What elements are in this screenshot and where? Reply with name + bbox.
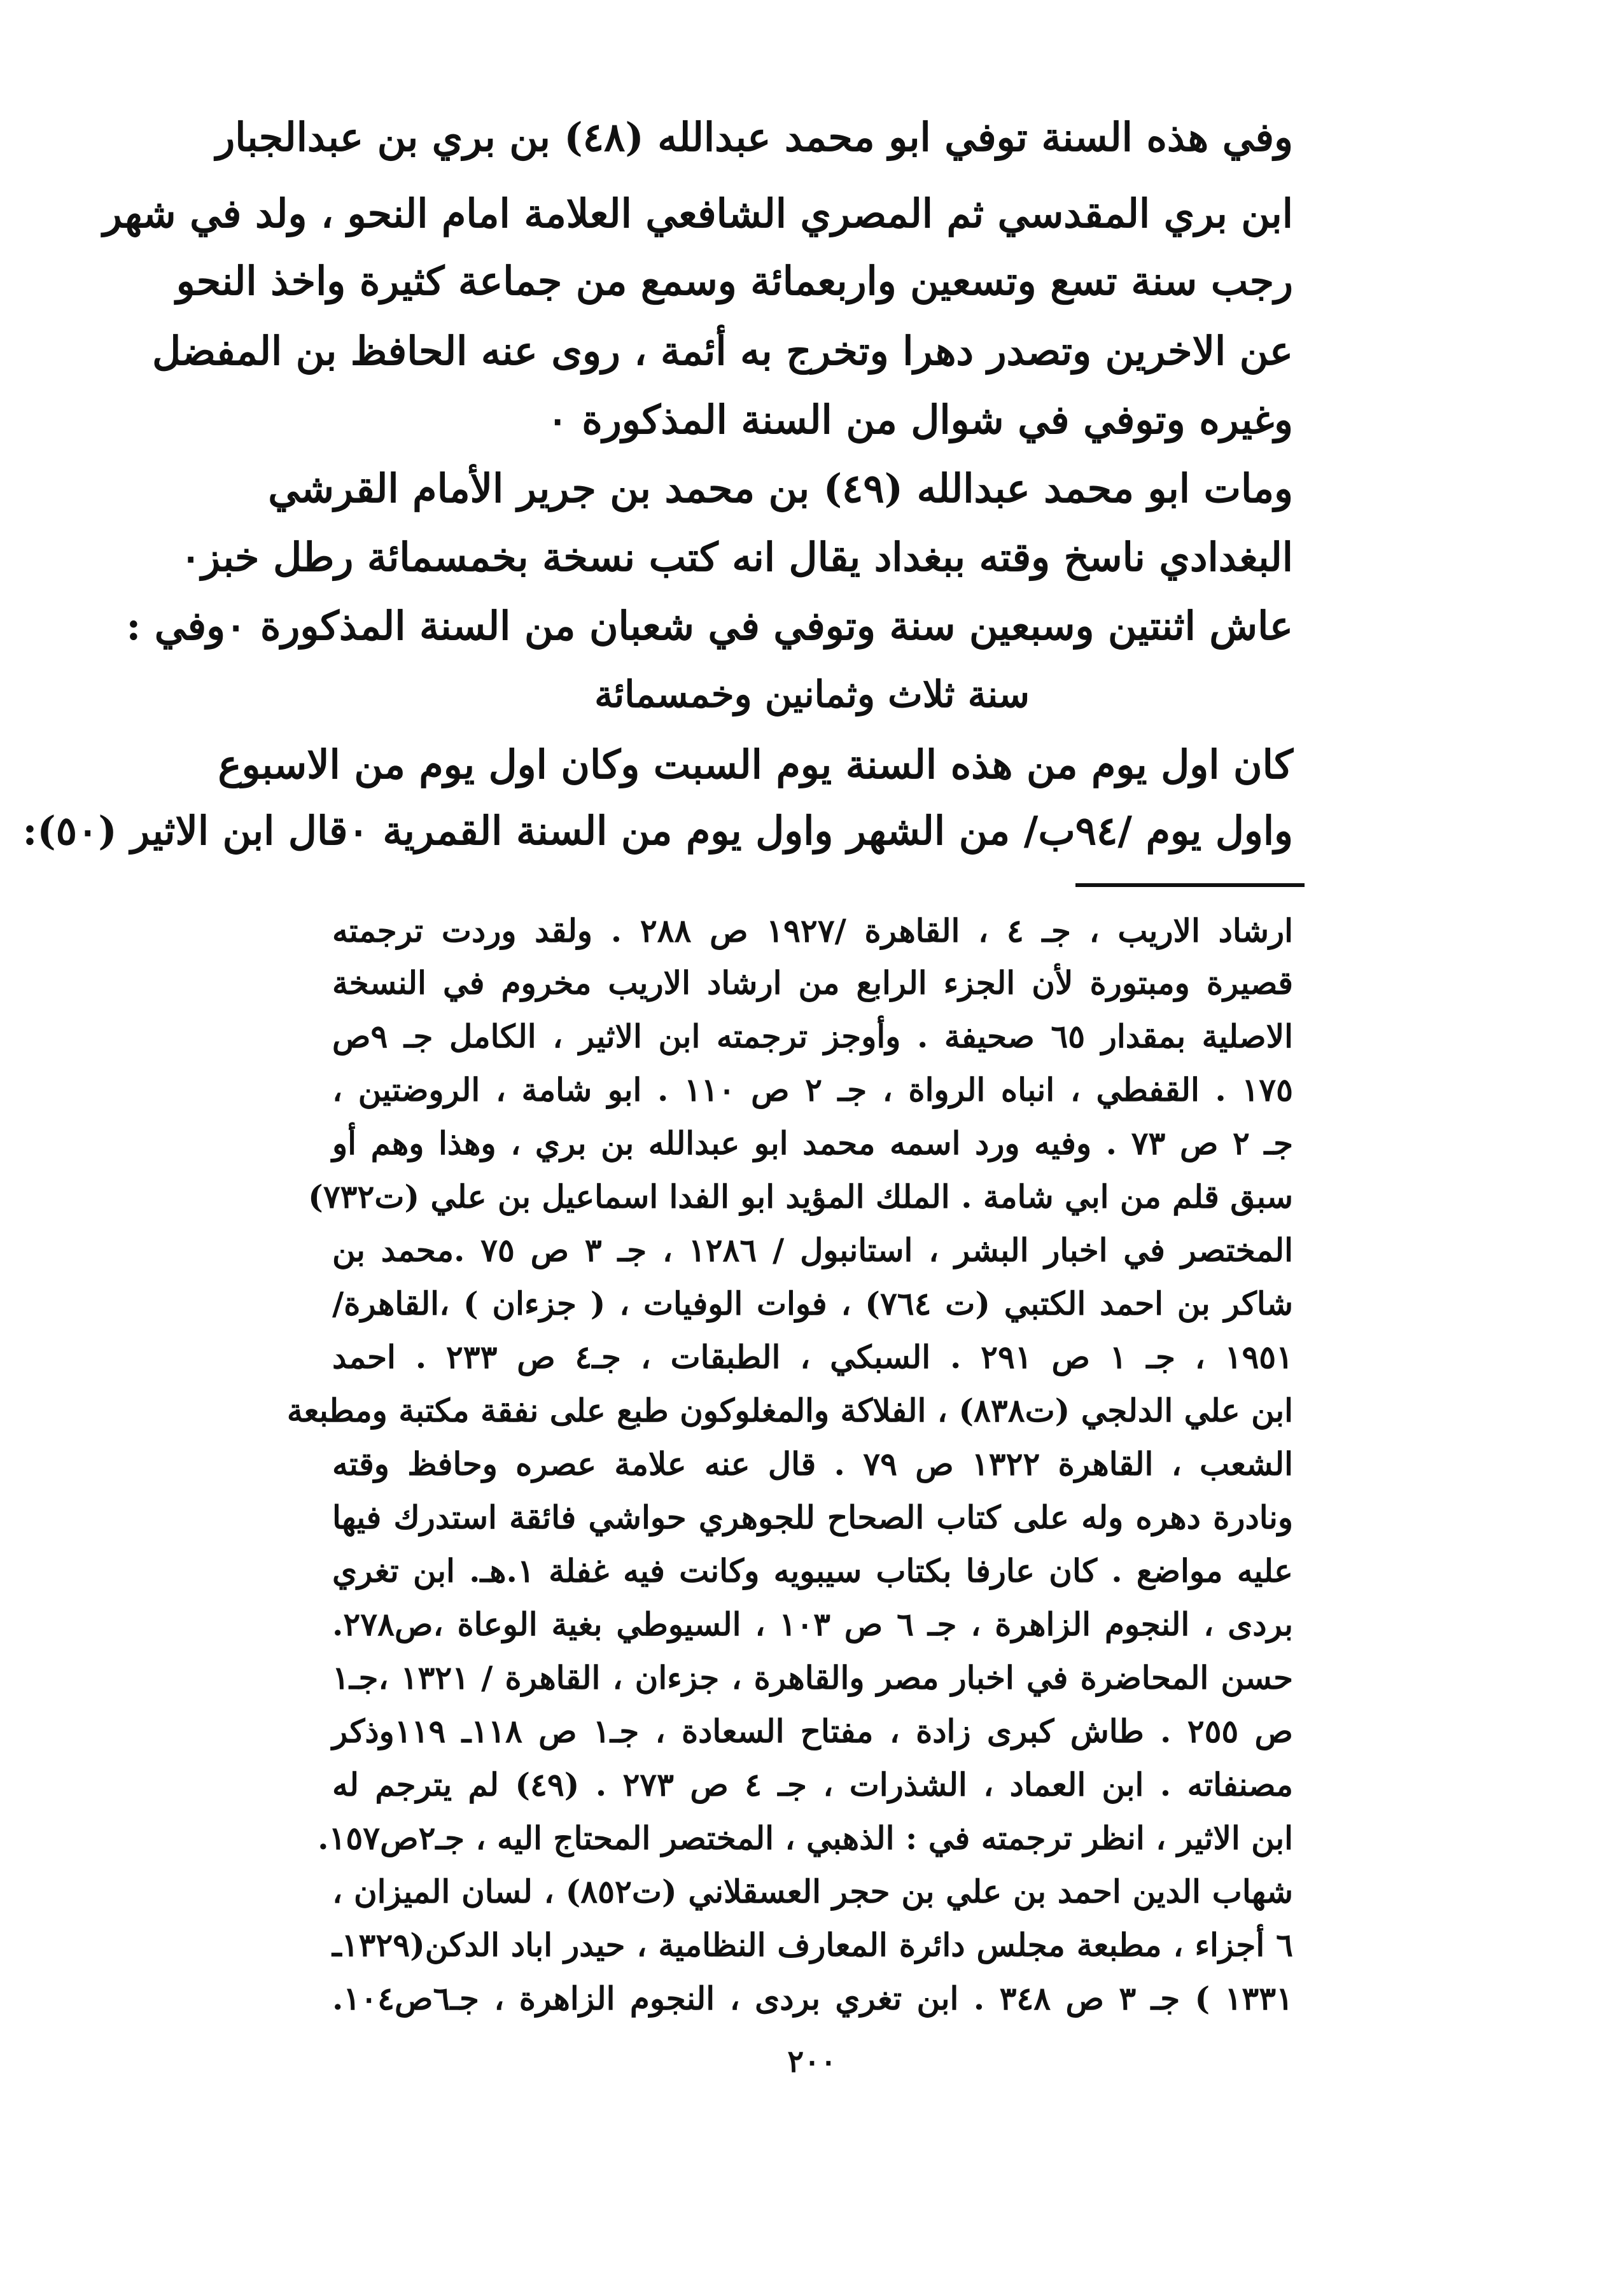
footnote-line: ابن الاثير ، انظر ترجمته في : الذهبي ، المختصر المحتاج اليه ، جـ٢ص١٥٧. xyxy=(318,1819,1293,1857)
footnote-line: ١٧٥ . القفطي ، انباه الرواة ، جـ ٢ ص ١١٠ . ابو شامة ، الروضتين ، xyxy=(332,1071,1293,1108)
footnote-divider xyxy=(1075,883,1305,887)
footnote-line: سبق قلم من ابي شامة . الملك المؤيد ابو الفدا اسماعيل بن علي (ت٧٣٢) xyxy=(308,1178,1293,1215)
section-text-line: واول يوم /٩٤ب/ من الشهر واول يوم من السنة القمرية ٠قال ابن الاثير (٥٠): xyxy=(22,807,1293,854)
main-text-line: وفي هذه السنة توفي ابو محمد عبدالله (٤٨) بن بري بن عبدالجبار xyxy=(216,114,1293,160)
footnote-line: ٦ أجزاء ، مطبعة مجلس دائرة المعارف النظامية ، حيدر اباد الدكن(١٣٢٩ـ xyxy=(332,1926,1293,1964)
footnote-line: الاصلية بمقدار ٦٥ صحيفة . وأوجز ترجمته ابن الاثير ، الكامل جـ ٩ص xyxy=(332,1017,1293,1055)
footnote-line: المختصر في اخبار البشر ، استانبول / ١٢٨٦ ، جـ ٣ ص ٧٥ .محمد بن xyxy=(332,1231,1293,1269)
footnote-line: ١٣٣١ ) جـ ٣ ص ٣٤٨ . ابن تغري بردى ، النجوم الزاهرة ، جـ٦ص١٠٤. xyxy=(332,1980,1293,2017)
footnote-line: بردى ، النجوم الزاهرة ، جـ ٦ ص ١٠٣ ، السيوطي بغية الوعاة ،ص٢٧٨. xyxy=(332,1605,1294,1643)
main-text-line: عن الاخرين وتصدر دهرا وتخرج به أئمة ، روى عنه الحافظ بن المفضل xyxy=(152,328,1293,374)
main-text-line: وغيره وتوفي في شوال من السنة المذكورة ٠ xyxy=(547,396,1293,443)
footnote-line: شهاب الدين احمد بن علي بن حجر العسقلاني (ت٨٥٢) ، لسان الميزان ، xyxy=(332,1873,1294,1910)
main-text-line: البغدادي ناسخ وقته ببغداد يقال انه كتب نسخة بخمسمائة رطل خبز٠ xyxy=(179,534,1293,580)
footnote-line: حسن المحاضرة في اخبار مصر والقاهرة ، جزءان ، القاهرة / ١٣٢١ ،جـ١ xyxy=(332,1659,1293,1696)
footnote-line: ونادرة دهره وله على كتاب الصحاح للجوهري حواشي فائقة استدرك فيها xyxy=(332,1499,1293,1536)
main-text-line: ابن بري المقدسي ثم المصري الشافعي العلامة امام النحو ، ولد في شهر xyxy=(102,190,1293,237)
section-text-line: كان اول يوم من هذه السنة يوم السبت وكان اول يوم من الاسبوع xyxy=(218,741,1293,788)
footnote-line: جـ ٢ ص ٧٣ . وفيه ورد اسمه محمد ابو عبدالله بن بري ، وهذا وهم أو xyxy=(332,1124,1293,1162)
footnote-line: ص ٢٥٥ . طاش كبرى زادة ، مفتاح السعادة ، جـ١ ص ١١٨ـ ١١٩وذكر xyxy=(332,1712,1294,1750)
footnote-line: الشعب ، القاهرة ١٣٢٢ ص ٧٩ . قال عنه علامة عصره وحافظ وقته xyxy=(332,1445,1294,1483)
footnote-line: شاكر بن احمد الكتبي (ت ٧٦٤) ، فوات الوفيات ، ( جزءان ) ،القاهرة/ xyxy=(332,1285,1293,1322)
footnote-line: ١٩٥١ ، جـ ١ ص ٢٩١ . السبكي ، الطبقات ، جـ٤ ص ٢٣٣ . احمد xyxy=(332,1338,1294,1376)
footnote-line: قصيرة ومبتورة لأن الجزء الرابع من ارشاد الاريب مخروم في النسخة xyxy=(332,964,1293,1002)
main-text-line: رجب سنة تسع وتسعين واربعمائة وسمع من جماعة كثيرة واخذ النحو xyxy=(176,258,1293,304)
main-text-line: عاش اثنتين وسبعين سنة وتوفي في شعبان من السنة المذكورة ٠وفي : xyxy=(126,603,1293,649)
footnote-line: ابن علي الدلجي (ت٨٣٨) ، الفلاكة والمغلوكون طبع على نفقة مكتبة ومطبعة xyxy=(286,1392,1293,1429)
page-number: ٢٠٠ xyxy=(787,2044,837,2079)
footnote-line: مصنفاته . ابن العماد ، الشذرات ، جـ ٤ ص ٢٧٣ . (٤٩) لم يترجم له xyxy=(332,1766,1293,1803)
footnote-line: عليه مواضع . كان عارفا بكتاب سيبويه وكانت فيه غفلة ١.هـ. ابن تغري xyxy=(332,1552,1294,1590)
main-text-line: ومات ابو محمد عبدالله (٤٩) بن محمد بن جرير الأمام القرشي xyxy=(268,465,1293,512)
section-heading: سنة ثلاث وثمانين وخمسمائة xyxy=(594,673,1030,716)
footnote-line: ارشاد الاريب ، جـ ٤ ، القاهرة /١٩٢٧ ص ٢٨٨ . ولقد وردت ترجمته xyxy=(332,912,1294,949)
